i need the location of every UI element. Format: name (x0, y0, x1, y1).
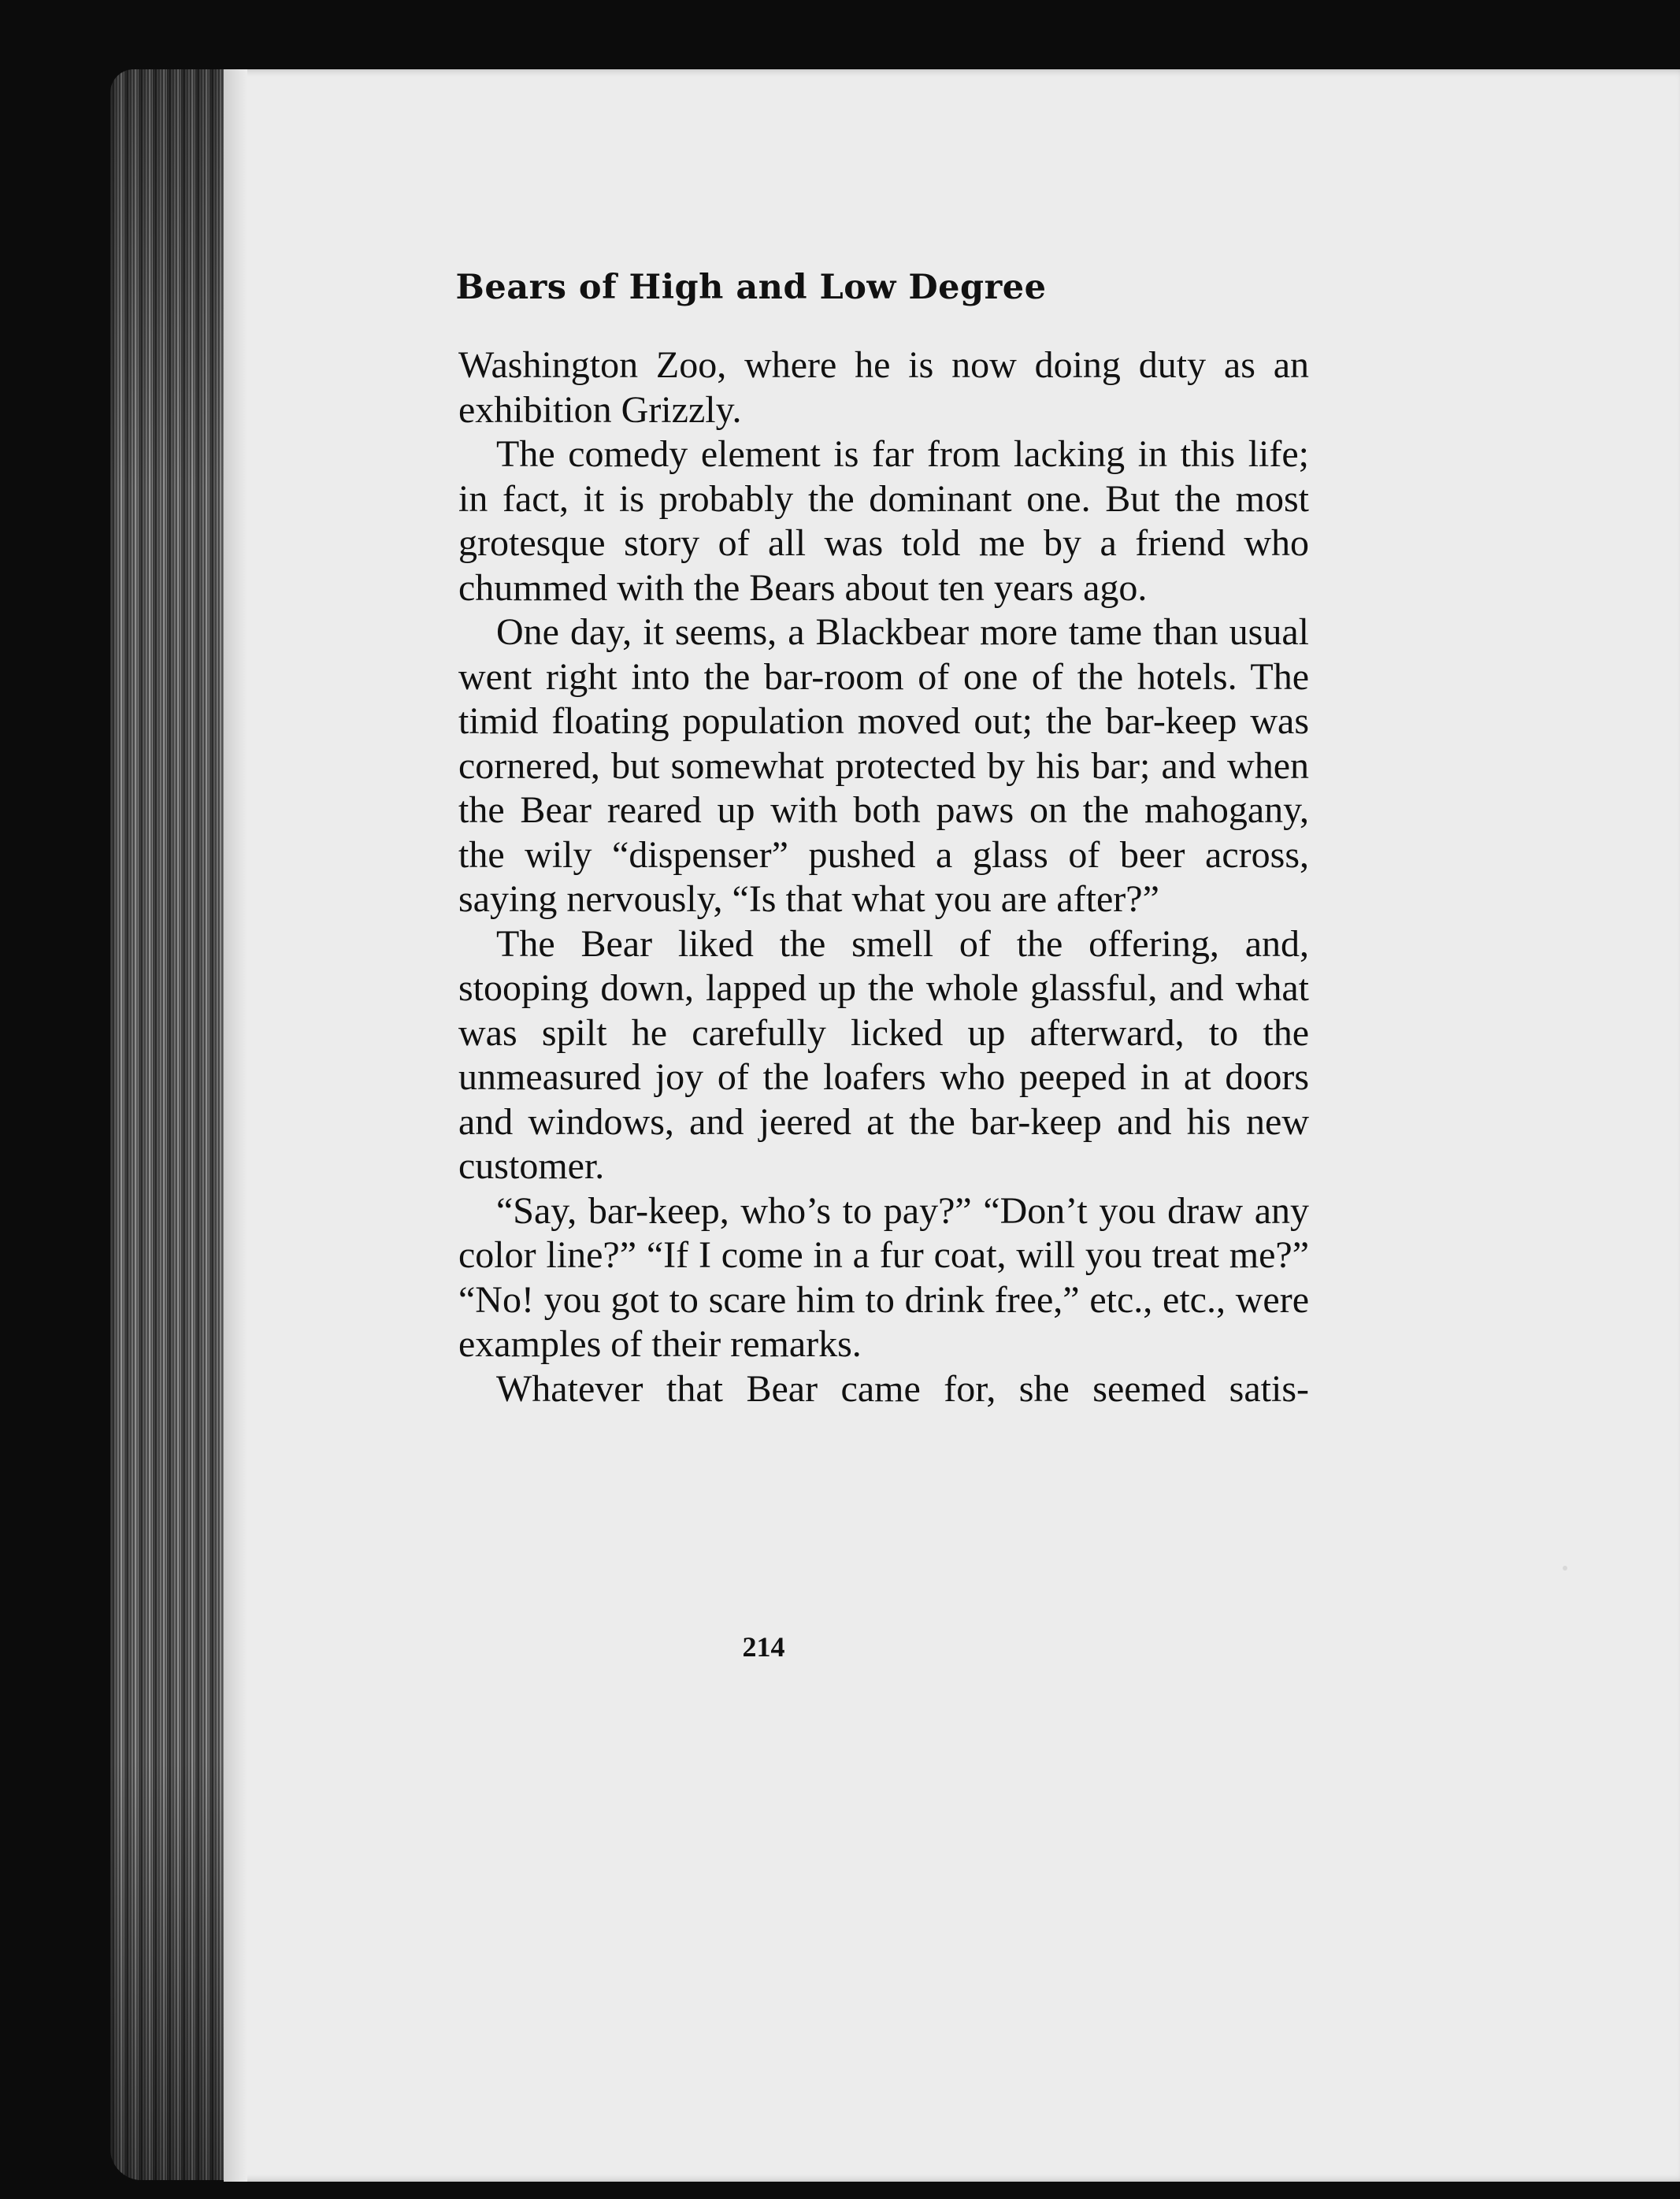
paragraph-4: The Bear liked the smell of the offering, and, stooping down, lapped up the whole glassful, and what was spilt he carefully licked up afterward, to the unmeasured joy of the loafers who peeped in at doors and windows, and jeered at the bar-keep and his new customer. (458, 922, 1309, 1187)
body-text (458, 343, 1309, 1411)
page-number-text: 214 (742, 1631, 785, 1663)
paragraph-2: The comedy element is far from lacking in this life; in fact, it is probably the dominant one. But the most grotesque story of all was told me by a friend who chummed with the Bears about ten years ago. (458, 433, 1309, 609)
gutter-shadow (224, 69, 247, 2182)
running-head-text: Bears of High and Low Degree (455, 268, 1047, 307)
paragraph-5: “Say, bar-keep, who’s to pay?” “Don’t you draw any color line?” “If I come in a fur coat, will you treat me?” “No! you got to scare him to drink free,” etc., etc., were examples of their remarks. (458, 1189, 1309, 1365)
paragraph-1: Washington Zoo, where he is now doing duty as an exhibition Grizzly. (458, 344, 1309, 431)
paragraph-3: One day, it seems, a Blackbear more tame than usual went right into the bar-room of one of the hotels. The timid floating population moved out; the bar-keep was cornered, but somewhat protected by his bar; and when the Bear reared up with both paws on the mahogany, the wily “dispenser” pushed a glass of beer across, saying nervously, “Is that what you are after?” (458, 611, 1309, 920)
running-head (0, 268, 1680, 307)
paper-speck (1563, 1566, 1567, 1570)
paragraph-6: Whatever that Bear came for, she seemed satis- (496, 1367, 1309, 1410)
page-number (0, 1630, 1680, 1663)
book-page-edges (110, 69, 236, 2180)
